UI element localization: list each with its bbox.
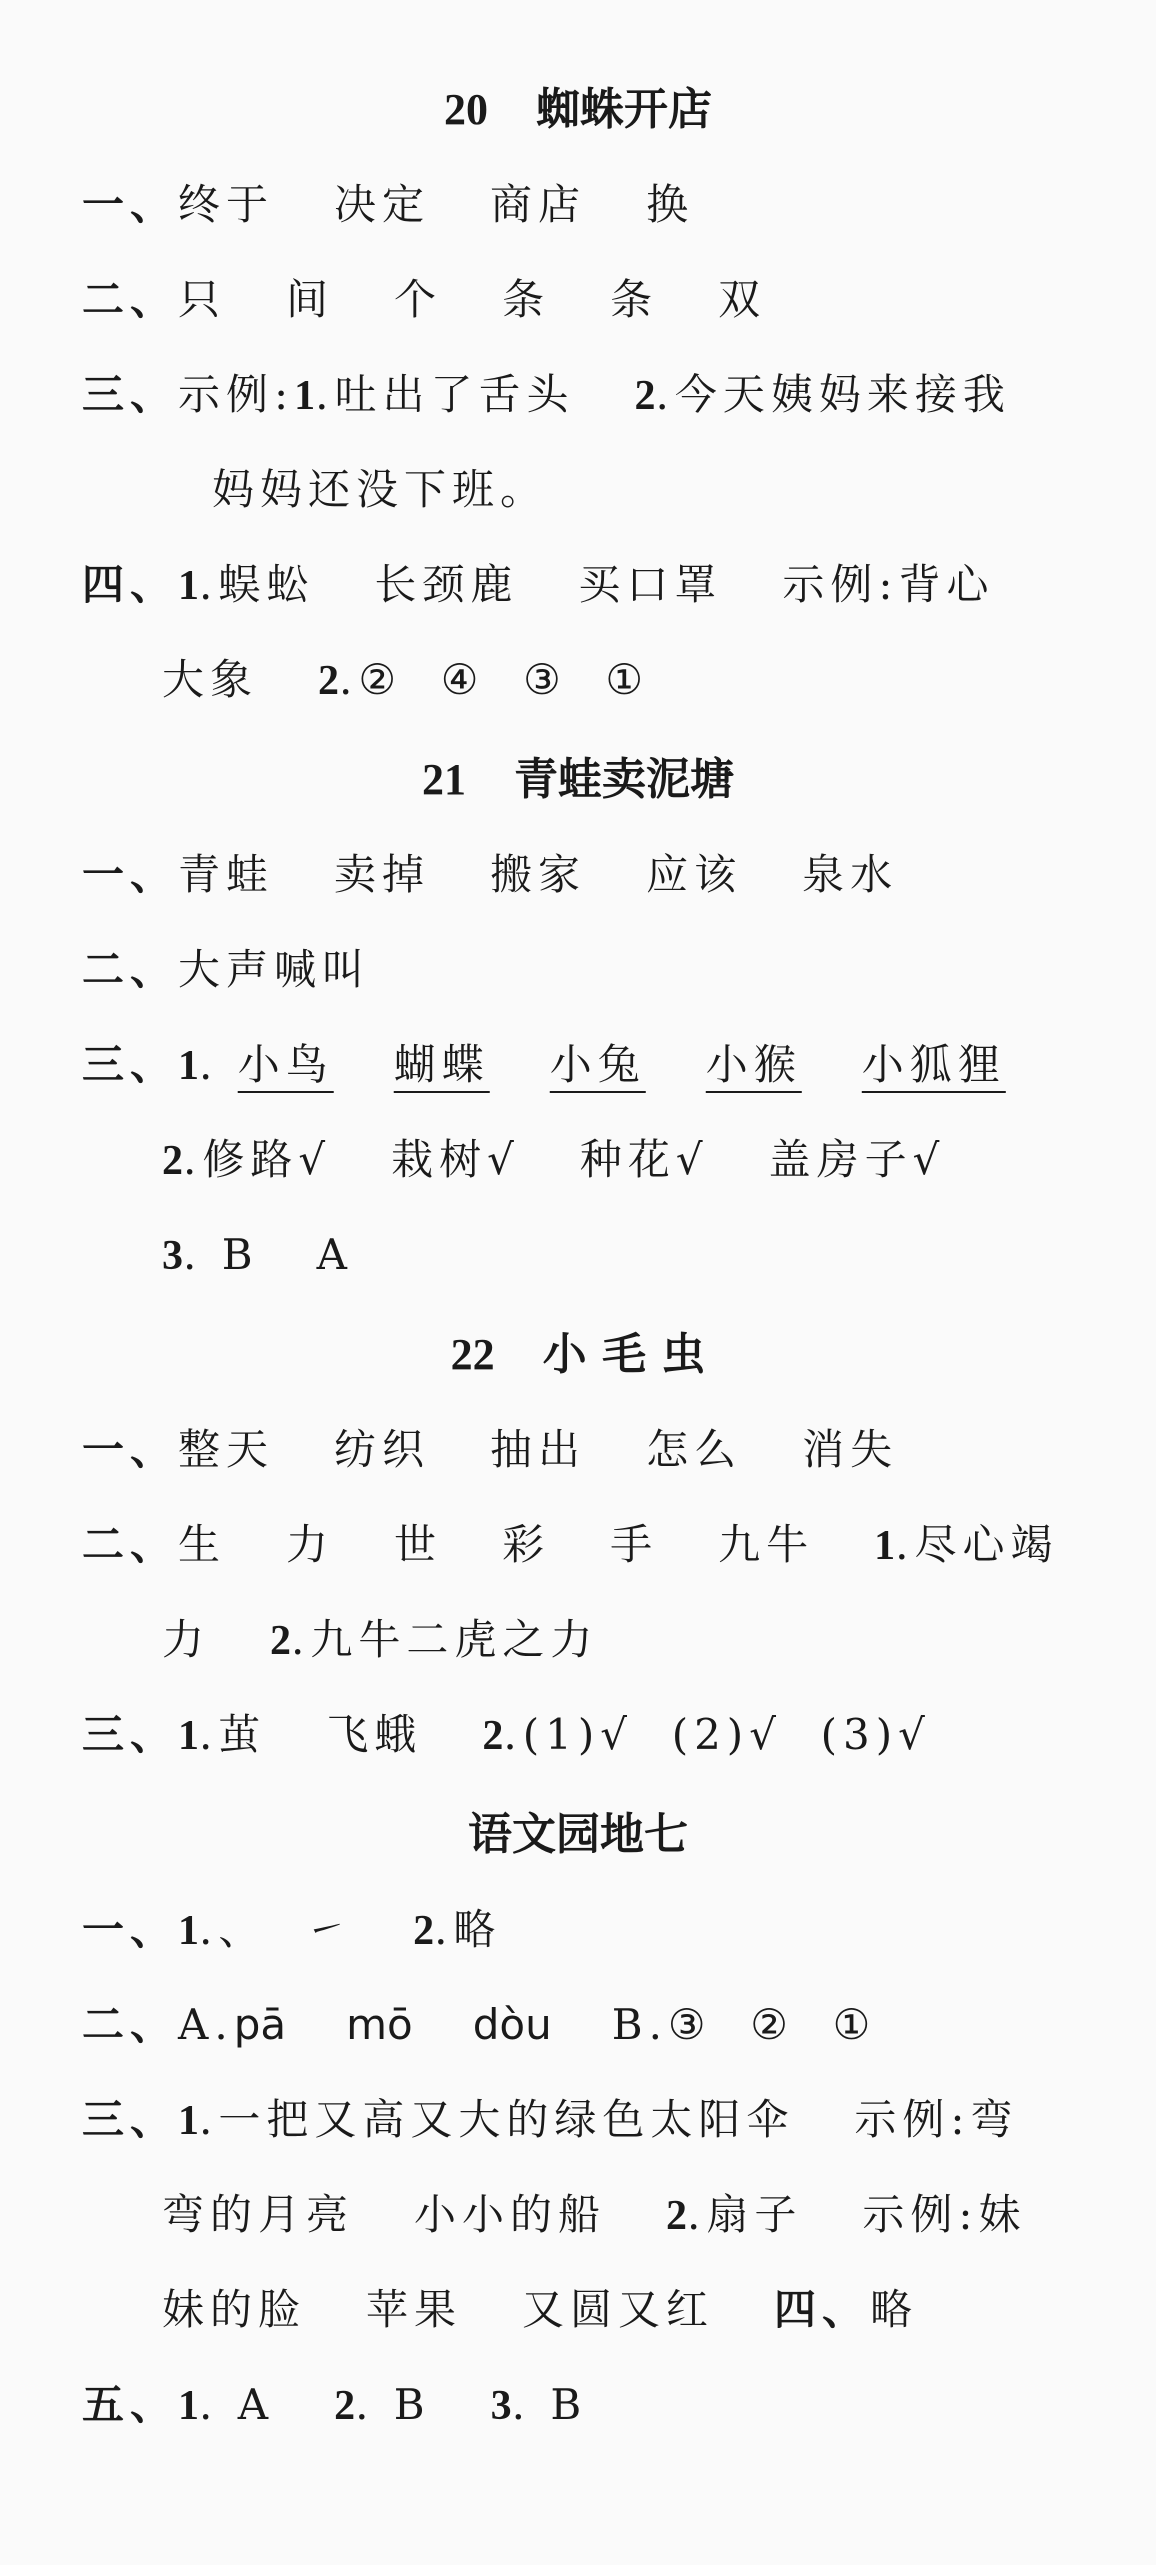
item-label: 一、: [82, 850, 179, 899]
answer-line: [82, 940, 370, 1000]
item-label: 三、: [82, 1710, 179, 1759]
sub-number: 2: [318, 658, 340, 704]
answer-line-continued: [162, 2280, 918, 2340]
answer-word: 终于: [178, 180, 275, 229]
answer-line: [82, 2375, 587, 2436]
sub-number: 1: [294, 373, 316, 419]
answer-line: 三、1. 小鸟 蝴蝶 小兔 小猴 小狐狸: [82, 1040, 1006, 1089]
answer-word: 小小的船: [414, 2190, 607, 2239]
answer-word: 怎么: [646, 1425, 743, 1474]
sub-number: 1: [178, 1908, 200, 1954]
answer-text: .今天姨妈来接我: [655, 370, 1011, 419]
answer-word: 决定: [334, 180, 431, 229]
underlined-answer: 蝴蝶: [393, 1040, 490, 1089]
item-label: 三、: [82, 1040, 179, 1089]
sub-number: 1: [178, 1043, 200, 1089]
answer-line: [82, 1515, 1058, 1576]
item-label: 三、: [82, 2095, 179, 2144]
sub-number: 3: [162, 1233, 183, 1279]
sub-number: 1: [874, 1523, 896, 1569]
answer-line-continued: [162, 1610, 598, 1671]
answer-line: [82, 270, 766, 330]
item-label: 二、: [82, 945, 179, 994]
sub-number: 1: [178, 2383, 200, 2429]
answer-word: 彩: [502, 1520, 551, 1569]
pinyin-text: mō: [346, 2000, 413, 2049]
answer-word: 苹果: [366, 2285, 463, 2334]
answer-text: .、 ㇀: [199, 1905, 354, 1954]
answer-word: 买口罩: [578, 560, 723, 609]
sub-number: 1: [178, 1713, 200, 1759]
sub-number: 2: [334, 2383, 356, 2429]
answer-line: [82, 555, 995, 616]
sub-number: 2: [482, 1713, 504, 1759]
item-label: 二、: [82, 275, 179, 324]
answer-line: [162, 1225, 353, 1286]
answer-word: 消失: [802, 1425, 899, 1474]
answer-word: 九牛: [718, 1520, 815, 1569]
answer-line-continued: [162, 2185, 1027, 2246]
answer-word: 栽树√: [391, 1135, 520, 1184]
answer-text: .一把又高又大的绿色太阳伞: [199, 2095, 795, 2144]
section-name: 小 毛 虫: [542, 1329, 706, 1380]
underlined-answer: 小兔: [549, 1040, 646, 1089]
answer-word: 个: [394, 275, 443, 324]
answer-word: 弯的月亮: [162, 2190, 355, 2239]
underlined-answer: 小猴: [705, 1040, 802, 1089]
answer-line: 2.修路√ 栽树√ 种花√ 盖房子√: [162, 1135, 946, 1184]
answer-text: . A: [199, 2380, 275, 2429]
section-name: 青蛙卖泥塘: [514, 754, 734, 805]
item-label: 五、: [82, 2380, 179, 2429]
item-label: 四、: [82, 560, 179, 609]
sub-number: 2: [162, 1138, 183, 1184]
answer-text: . B: [355, 2380, 431, 2429]
answer-text: . B: [511, 2380, 588, 2429]
answer-word: 手: [610, 1520, 659, 1569]
answer-word: 飞蛾: [326, 1710, 423, 1759]
item-label: 一、: [82, 180, 179, 229]
answer-text: .九牛二虎之力: [291, 1615, 599, 1664]
answer-word: 种花√: [579, 1135, 709, 1184]
answer-line-continued: 妈妈还没下班。: [212, 465, 549, 514]
answer-word: 又圆又红: [522, 2285, 715, 2334]
item-label: 二、: [82, 2000, 179, 2049]
answer-text: .尽心竭: [895, 1520, 1059, 1569]
pinyin-text: pā: [233, 2000, 287, 2049]
answer-word: 条: [610, 275, 659, 324]
item-label: 二、: [82, 1520, 179, 1569]
answer-line: [82, 845, 898, 905]
section-number: 22: [450, 1330, 495, 1379]
section-title-22: [0, 1325, 1156, 1385]
answer-text: .(1)√ (2)√ (3)√: [503, 1710, 931, 1759]
section-number: 20: [444, 85, 488, 134]
answer-word: 卖掉: [334, 850, 431, 899]
answer-word: 力: [286, 1520, 335, 1569]
answer-text: .吐出了舌头: [315, 370, 575, 419]
answer-line: [82, 1420, 898, 1480]
section-number: 21: [422, 755, 466, 804]
answer-word: 整天: [178, 1425, 275, 1474]
answer-word: 修路√: [202, 1135, 332, 1184]
sub-number: 1: [178, 2098, 200, 2144]
answer-word: 搬家: [490, 850, 587, 899]
answer-text: .② ④ ③ ①: [339, 655, 650, 704]
underlined-answer: 小鸟: [237, 1040, 334, 1089]
sub-number: 2: [666, 2193, 688, 2239]
answer-word: 换: [646, 180, 695, 229]
answer-word: 间: [286, 275, 335, 324]
answer-word: 示例:背心: [782, 560, 995, 609]
item-label: 四、: [774, 2285, 871, 2334]
answer-text: .蜈蚣: [199, 560, 315, 609]
answer-line: [82, 1995, 876, 2055]
answer-word: 妹的脸: [162, 2285, 307, 2334]
sub-number: 2: [270, 1618, 292, 1664]
answer-text: B.③ ② ①: [611, 2000, 877, 2049]
section-name: 蜘蛛开店: [536, 84, 712, 135]
answer-word: 生: [178, 1520, 227, 1569]
answer-text: .茧: [199, 1710, 267, 1759]
answer-word: 抽出: [490, 1425, 587, 1474]
sub-number: 2: [634, 373, 656, 419]
answer-word: 条: [502, 275, 551, 324]
section-title-21: [0, 750, 1156, 810]
answer-word: 纺织: [334, 1425, 431, 1474]
item-label: 一、: [82, 1905, 179, 1954]
answer-text: 示例:妹: [862, 2190, 1027, 2239]
answer-word: 只: [178, 275, 227, 324]
answer-text: 略: [870, 2285, 919, 2334]
answer-word: 应该: [646, 850, 743, 899]
answer-text: 示例:: [178, 370, 295, 419]
pinyin-text: dòu: [472, 2000, 552, 2049]
answer-word: 力: [162, 1615, 211, 1664]
underlined-answer: 小狐狸: [861, 1040, 1006, 1089]
answer-word: 商店: [490, 180, 587, 229]
sub-number: 3: [490, 2383, 512, 2429]
answer-word: 大象: [162, 655, 259, 704]
answer-word: 泉水: [802, 850, 899, 899]
sub-number: 1: [178, 563, 200, 609]
answer-line-continued: [162, 650, 649, 711]
answer-word: 世: [394, 1520, 443, 1569]
answer-text: A.: [178, 2000, 234, 2049]
answer-line: [82, 1900, 501, 1961]
item-label: 一、: [82, 1425, 179, 1474]
answer-line: [82, 175, 694, 235]
item-label: 三、: [82, 370, 179, 419]
sub-number: 2: [413, 1908, 435, 1954]
section-title-garden-7: 语文园地七: [468, 1809, 688, 1860]
answer-text: .扇子: [687, 2190, 803, 2239]
answer-word: 双: [718, 275, 767, 324]
answer-line: [82, 365, 1011, 426]
answer-word: 青蛙: [178, 850, 275, 899]
answer-word: 长颈鹿: [374, 560, 519, 609]
answer-text: 大声喊叫: [178, 945, 371, 994]
answer-line: [82, 1705, 931, 1766]
answer-text: . B A: [183, 1230, 353, 1279]
answer-word: 盖房子√: [768, 1135, 946, 1184]
answer-line: [82, 2090, 1019, 2151]
answer-text: .略: [434, 1905, 502, 1954]
section-title-20: [0, 80, 1156, 140]
answer-text: 示例:弯: [854, 2095, 1019, 2144]
